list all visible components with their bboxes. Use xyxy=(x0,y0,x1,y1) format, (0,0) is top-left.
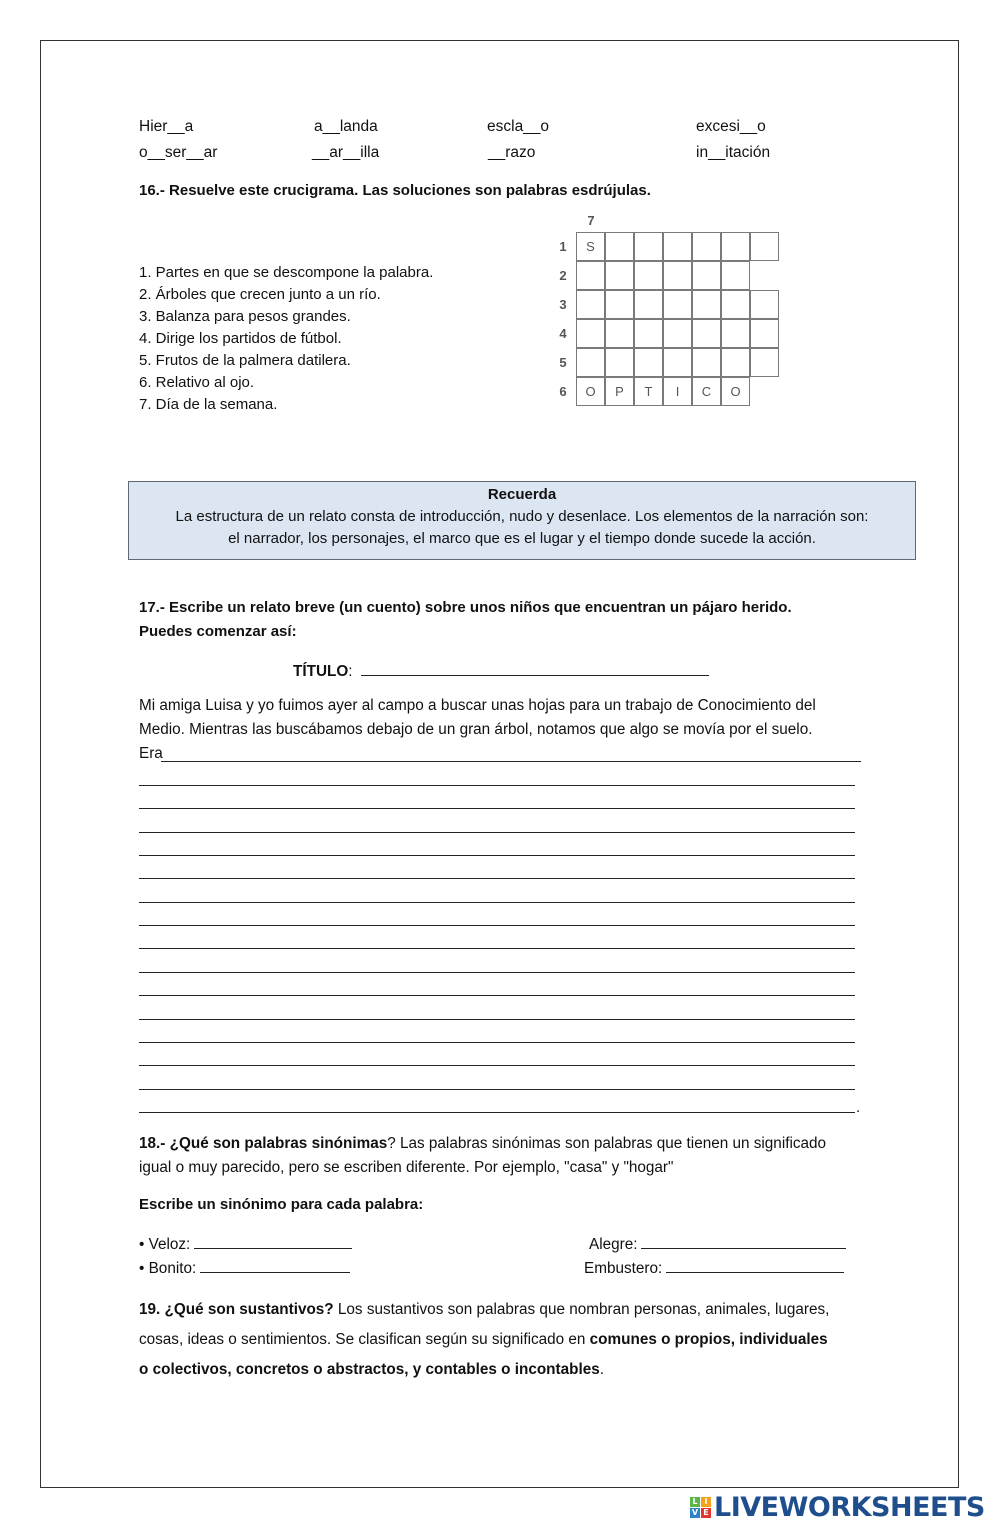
crossword-cell[interactable] xyxy=(605,290,634,319)
crossword-cell[interactable] xyxy=(663,261,692,290)
titulo-label: TÍTULO xyxy=(293,663,349,680)
crossword-cell: C xyxy=(692,377,721,406)
crossword-cell[interactable] xyxy=(576,261,605,290)
crossword-cell[interactable] xyxy=(750,348,779,377)
clue: 1. Partes en que se descompone la palabra. xyxy=(139,264,434,281)
liveworksheets-logo xyxy=(690,1492,985,1522)
crossword-cell[interactable] xyxy=(692,319,721,348)
crossword-row-number: 6 xyxy=(559,384,567,399)
crossword-cell[interactable] xyxy=(721,290,750,319)
crossword-cell[interactable] xyxy=(750,319,779,348)
crossword-cell[interactable] xyxy=(663,348,692,377)
question-19-text: Los sustantivos son palabras que nombran personas, animales, lugares, xyxy=(333,1301,830,1318)
fill-word[interactable]: a__landa xyxy=(314,118,378,135)
crossword-cell[interactable] xyxy=(634,261,663,290)
crossword-cell[interactable] xyxy=(605,232,634,261)
question-19-text: cosas, ideas o sentimientos. Se clasifican según su significado en xyxy=(139,1331,590,1348)
crossword-cell[interactable] xyxy=(721,348,750,377)
crossword-cell[interactable] xyxy=(576,348,605,377)
crossword-cell[interactable] xyxy=(634,319,663,348)
crossword-cell[interactable] xyxy=(663,319,692,348)
synonym-item xyxy=(584,1257,844,1278)
recuerda-text: La estructura de un relato consta de introducción, nudo y desenlace. Los elementos de la narración son: xyxy=(175,508,869,525)
crossword-cell: S xyxy=(576,232,605,261)
synonym-item xyxy=(139,1257,350,1278)
writing-line[interactable] xyxy=(139,995,855,996)
crossword-cell[interactable] xyxy=(634,232,663,261)
crossword-cell[interactable] xyxy=(721,319,750,348)
crossword-row-number: 5 xyxy=(559,355,567,370)
fill-word[interactable]: __razo xyxy=(488,144,536,161)
clue: 7. Día de la semana. xyxy=(139,396,278,413)
writing-line[interactable] xyxy=(139,832,855,833)
question-16-title: 16.- Resuelve este crucigrama. Las soluciones son palabras esdrújulas. xyxy=(139,182,651,199)
clue: 3. Balanza para pesos grandes. xyxy=(139,308,351,325)
logo-square: L xyxy=(690,1497,700,1507)
writing-line[interactable] xyxy=(139,1042,855,1043)
recuerda-title: Recuerda xyxy=(487,486,557,503)
crossword-cell[interactable] xyxy=(634,290,663,319)
story-start-word: Era xyxy=(139,745,163,762)
logo-square: V xyxy=(691,1507,699,1517)
writing-line[interactable] xyxy=(139,925,855,926)
question-17-subtitle: Puedes comenzar así: xyxy=(139,623,297,640)
question-18-text: igual o muy parecido, pero se escriben diferente. Por ejemplo, "casa" y "hogar" xyxy=(139,1159,674,1176)
crossword-cell[interactable] xyxy=(750,232,779,261)
clue: 6. Relativo al ojo. xyxy=(139,374,255,391)
crossword-cell[interactable] xyxy=(692,348,721,377)
writing-line[interactable] xyxy=(139,855,855,856)
question-18-text: ? Las palabras sinónimas son palabras que tienen un significado xyxy=(387,1135,827,1152)
fill-word[interactable]: in__itación xyxy=(696,144,771,161)
synonym-instruction: Escribe un sinónimo para cada palabra: xyxy=(139,1196,424,1213)
crossword-cell[interactable] xyxy=(663,232,692,261)
question-19-emphasis: comunes o propios, individuales xyxy=(589,1331,828,1348)
crossword-cell[interactable] xyxy=(692,261,721,290)
recuerda-text: el narrador, los personajes, el marco que es el lugar y el tiempo donde sucede la acción. xyxy=(228,530,816,547)
crossword-cell[interactable] xyxy=(605,261,634,290)
question-17-title: 17.- Escribe un relato breve (un cuento) sobre unos niños que encuentran un pájaro herido. xyxy=(139,599,792,616)
fill-word[interactable]: __ar__illa xyxy=(312,144,380,161)
crossword-cell[interactable] xyxy=(750,290,779,319)
crossword-cell[interactable] xyxy=(576,290,605,319)
crossword-cell: I xyxy=(663,377,692,406)
synonym-item xyxy=(139,1233,352,1254)
crossword-column-number: 7 xyxy=(587,213,595,228)
crossword-row-number: 4 xyxy=(559,326,567,341)
writing-line[interactable] xyxy=(139,948,855,949)
recuerda-box xyxy=(128,481,916,560)
logo-text: LIVEWORKSHEETS xyxy=(714,1491,985,1523)
question-19-end: . xyxy=(599,1361,604,1378)
crossword-row-number: 2 xyxy=(559,268,567,283)
question-18-title: 18.- ¿Qué son palabras sinónimas xyxy=(139,1135,388,1152)
writing-line[interactable] xyxy=(139,785,855,786)
crossword-cell[interactable] xyxy=(692,290,721,319)
crossword-cell[interactable] xyxy=(605,319,634,348)
synonym-item xyxy=(589,1233,846,1254)
crossword-cell[interactable] xyxy=(634,348,663,377)
crossword-cell: P xyxy=(605,377,634,406)
synonym-input-embustero[interactable] xyxy=(666,1257,844,1273)
crossword-cell: O xyxy=(576,377,605,406)
question-19 xyxy=(139,1295,869,1385)
writing-line[interactable] xyxy=(161,761,861,762)
crossword-cell[interactable] xyxy=(721,232,750,261)
writing-line[interactable] xyxy=(139,808,855,809)
crossword-row-number: 1 xyxy=(559,239,567,254)
crossword-cell[interactable] xyxy=(605,348,634,377)
crossword-cell[interactable] xyxy=(663,290,692,319)
crossword-cell[interactable] xyxy=(721,261,750,290)
story-intro-line: Medio. Mientras las buscábamos debajo de un gran árbol, notamos que algo se movía por el suelo. xyxy=(139,721,813,738)
synonym-label: Alegre: xyxy=(589,1236,638,1253)
logo-icon xyxy=(690,1497,711,1518)
synonym-label: • Bonito: xyxy=(139,1260,197,1277)
writing-line[interactable] xyxy=(139,1089,855,1090)
writing-line[interactable] xyxy=(139,1112,855,1113)
writing-line[interactable] xyxy=(139,972,855,973)
logo-square: I xyxy=(701,1497,711,1507)
writing-line[interactable] xyxy=(139,1065,855,1066)
clue: 5. Frutos de la palmera datilera. xyxy=(139,352,351,369)
question-18 xyxy=(139,1132,867,1180)
writing-line[interactable] xyxy=(139,878,855,879)
synonym-label: Embustero: xyxy=(584,1260,663,1277)
writing-line[interactable] xyxy=(139,1019,855,1020)
fill-word[interactable]: excesi__o xyxy=(696,118,766,135)
titulo-row xyxy=(293,660,709,681)
synonym-label: • Veloz: xyxy=(139,1236,191,1253)
crossword-cell: T xyxy=(634,377,663,406)
story-intro xyxy=(139,694,867,766)
question-19-title: 19. ¿Qué son sustantivos? xyxy=(139,1301,334,1318)
synonym-input-alegre[interactable] xyxy=(641,1233,846,1249)
fill-word[interactable]: Hier__a xyxy=(139,118,194,135)
crossword-row-number: 3 xyxy=(559,297,567,312)
fill-word[interactable]: o__ser__ar xyxy=(139,144,218,161)
crossword-clues xyxy=(139,262,433,416)
clue: 2. Árboles que crecen junto a un río. xyxy=(139,286,381,303)
synonym-input-veloz[interactable] xyxy=(194,1233,352,1249)
story-start-row xyxy=(139,742,867,766)
question-19-emphasis: o colectivos, concretos o abstractos, y contables o incontables xyxy=(139,1361,600,1378)
synonym-input-bonito[interactable] xyxy=(200,1257,350,1273)
clue: 4. Dirige los partidos de fútbol. xyxy=(139,330,342,347)
titulo-input[interactable] xyxy=(361,660,709,676)
fill-word[interactable]: escla__o xyxy=(487,118,550,135)
story-intro-line: Mi amiga Luisa y yo fuimos ayer al campo a buscar unas hojas para un trabajo de Conocimiento del xyxy=(139,697,816,714)
crossword-cell[interactable] xyxy=(692,232,721,261)
writing-line[interactable] xyxy=(139,902,855,903)
crossword-cell[interactable] xyxy=(576,319,605,348)
end-mark: . xyxy=(856,1099,861,1116)
crossword-cell: O xyxy=(721,377,750,406)
logo-square: E xyxy=(701,1508,711,1518)
titulo-colon: : xyxy=(348,663,353,680)
